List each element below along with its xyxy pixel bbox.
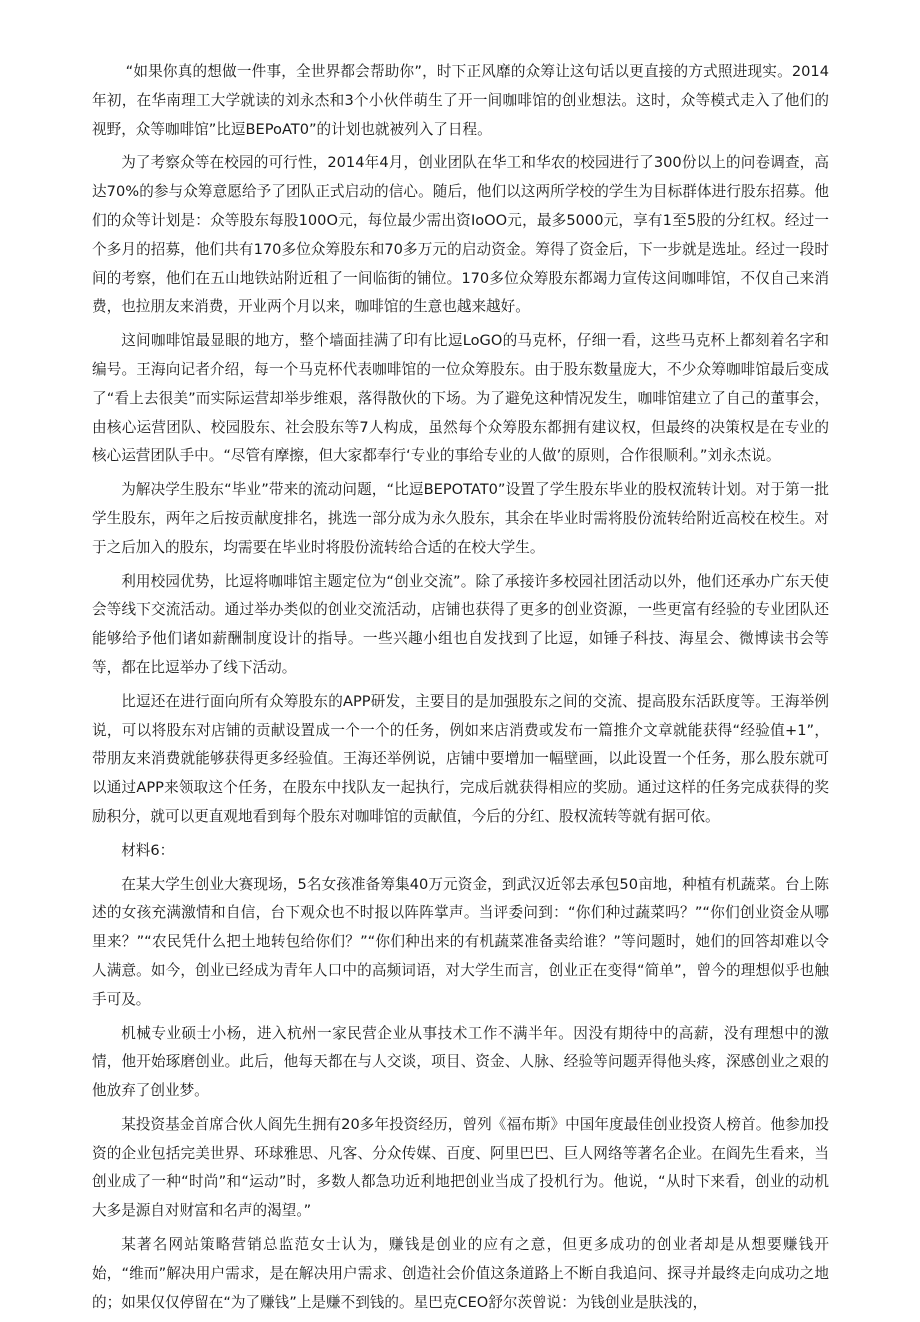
paragraph-1: “如果你真的想做一件事，全世界都会帮助你”，时下正风靡的众筹让这句话以更直接的方式照进现实。2014年初，在华南理工大学就读的刘永杰和3个小伙伴萌生了开一间咖啡馆的创业想法。这时，众等模式走入了他们的视野，众等咖啡馆”比逗BEPoAT0”的计划也就被列入了日程。	[92, 63, 829, 138]
paragraph-2: 为了考察众等在校园的可行性，2014年4月，创业团队在华工和华农的校园进行了300份以上的问卷调查，高达70%的参与众筹意愿给予了团队正式启动的信心。随后，他们以这两所学校的学生为目标群体进行股东招募。他们的众等计划是：众等股东每股100O元，每位最少需出资IoOO元，最多5000元，享有1至5股的分红权。经过一个多月的招募，他们共有170多位众筹股东和70多万元的启动资金。筹得了资金后，下一步就是选址。经过一段时间的考察，他们在五山地铁站附近租了一间临街的铺位。170多位众筹股东都竭力宣传这间咖啡馆，不仅自己来消费，也拉朋友来消费，开业两个月以来，咖啡馆的生意也越来越好。	[92, 154, 829, 316]
section-heading: 材料6：	[121, 841, 175, 859]
paragraph-10: 某著名网站策略营销总监范女士认为，赚钱是创业的应有之意，但更多成功的创业者却是从想要赚钱开始，“维而”解决用户需求，是在解决用户需求、创造社会价值这条道路上不断自我追问、探寻并最终走向成功之地的；如果仅仅停留在“为了赚钱”上是赚不到钱的。星巴克CEO舒尔茨曾说：为钱创业是肤浅的，	[92, 1236, 829, 1311]
paragraph-6: 比逗还在进行面向所有众筹股东的APP研发，主要目的是加强股东之间的交流、提高股东活跃度等。王海举例说，可以将股东对店铺的贡献设置成一个一个的任务，例如来店消费或发布一篇推介文章就能获得“经验值+1”，带朋友来消费就能够获得更多经验值。王海还举例说，店铺中要增加一幅壁画，以此设置一个任务，那么股东就可以通过APP来领取这个任务，在股东中找队友一起执行，完成后就获得相应的奖励。通过这样的任务完成获得的奖励积分，就可以更直观地看到每个股东对咖啡馆的贡献值，今后的分红、股权流转等就有据可依。	[92, 692, 829, 825]
document-page	[92, 58, 829, 1322]
paragraph-5: 利用校园优势，比逗将咖啡馆主题定位为“创业交流”。除了承接许多校园社团活动以外，他们还承办广东天使会等线下交流活动。通过举办类似的创业交流活动，店铺也获得了更多的创业资源，一些更富有经验的专业团队还能够给予他们诸如薪酬制度设计的指导。一些兴趣小组也自发找到了比逗，如锤子科技、海星会、微博读书会等等，都在比逗举办了线下活动。	[92, 572, 829, 676]
paragraph-9: 某投资基金首席合伙人阎先生拥有20多年投资经历，曾列《福布斯》中国年度最佳创业投资人榜首。他参加投资的企业包括完美世界、环球雅思、凡客、分众传媒、百度、阿里巴巴、巨人网络等著名企业。在阎先生看来，当创业成了一种“时尚”和“运动”时，多数人都急功近利地把创业当成了投机行为。他说，“从时下来看，创业的动机大多是源自对财富和名声的渴望。”	[92, 1115, 829, 1220]
paragraph-3: 这间咖啡馆最显眼的地方，整个墙面挂满了印有比逗LoGO的马克杯，仔细一看，这些马克杯上都刻着名字和编号。王海向记者介绍，每一个马克杯代表咖啡馆的一位众筹股东。由于股东数量庞大，不少众筹咖啡馆最后变成了“看上去很美”而实际运营却举步维艰，落得散伙的下场。为了避免这种情况发生，咖啡馆建立了自己的董事会，由核心运营团队、校园股东、社会股东等7人构成，虽然每个众筹股东都拥有建议权，但最终的决策权是在专业的核心运营团队手中。“尽管有摩擦，但大家都奉行‘专业的事给专业的人做’的原则，合作很顺利。”刘永杰说。	[92, 332, 829, 465]
paragraph-7: 在某大学生创业大赛现场，5名女孩准备筹集40万元资金，到武汉近邻去承包50亩地，种植有机蔬菜。台上陈述的女孩充满激情和自信，台下观众也不时报以阵阵掌声。当评委问到：“你们种过蔬菜吗？”“你们创业资金从哪里来？”“农民凭什么把土地转包给你们？”“你们种出来的有机蔬菜准备卖给谁？”等问题时，她们的回答却难以令人满意。如今，创业已经成为青年人口中的高频词语，对大学生而言，创业正在变得“简单”，曾今的理想似乎也触手可及。	[92, 875, 829, 1008]
paragraph-8: 机械专业硕士小杨，进入杭州一家民营企业从事技术工作不满半年。因没有期待中的高薪，没有理想中的激情，他开始琢磨创业。此后，他每天都在与人交谈，项目、资金、人脉、经验等问题弄得他头疼，深感创业之艰的他放弃了创业梦。	[92, 1024, 829, 1100]
paragraph-4: 为解决学生股东“毕业”带来的流动问题，“比逗BEPOTAT0”设置了学生股东毕业的股权流转计划。对于第一批学生股东，两年之后按贡献度排名，挑选一部分成为永久股东，其余在毕业时需将股份流转给附近高校在校生。对于之后加入的股东，均需要在毕业时将股份流转给合适的在校大学生。	[92, 481, 829, 556]
